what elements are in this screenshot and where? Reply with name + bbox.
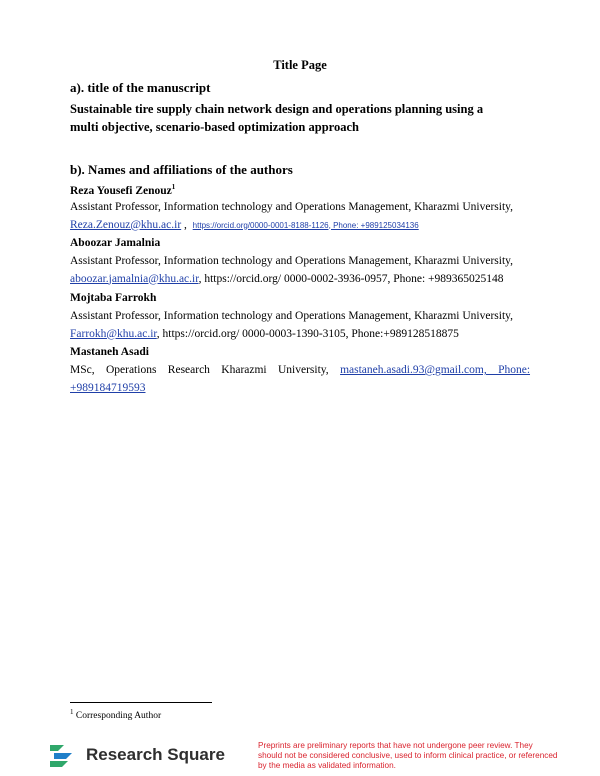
author-affiliation-1 xyxy=(70,199,530,234)
section-b-heading: b). Names and affiliations of the authors xyxy=(70,162,293,177)
author-name-3: Mojtaba Farrokh xyxy=(70,292,157,304)
author-name-2: Aboozar Jamalnia xyxy=(70,237,161,249)
author-affiliation-2 xyxy=(70,253,530,288)
preprint-disclaimer: Preprints are preliminary reports that have not undergone peer review. They should not be considered conclusive, used to inform clinical practice, or referenced by the media as validated information. xyxy=(258,741,558,770)
author-name-4: Mastaneh Asadi xyxy=(70,346,149,358)
author-name-1 xyxy=(70,183,175,197)
orcid-phone-text: , https://orcid.org/ 0000-0002-3936-0957, Phone: +989365025148 xyxy=(198,272,504,285)
author-affiliation-3 xyxy=(70,308,530,343)
footnote-mark: 1 xyxy=(70,708,74,716)
affiliation-text: MSc, Operations Research Kharazmi University, xyxy=(70,364,329,376)
footnote-marker: 1 xyxy=(171,183,176,191)
page-title: Title Page xyxy=(273,58,327,72)
footnote-divider xyxy=(70,702,212,703)
author-phone-line xyxy=(70,380,530,398)
manuscript-title-line-2: multi objective, scenario-based optimization approach xyxy=(70,120,359,134)
author-affiliation-4 xyxy=(70,362,530,397)
separator-text: , xyxy=(181,218,187,231)
research-square-brand[interactable]: Research Square xyxy=(86,745,225,764)
footnote xyxy=(70,708,161,721)
affiliation-text: Assistant Professor, Information technology and Operations Management, Kharazmi University, xyxy=(70,310,514,322)
author-email-phone-link[interactable]: mastaneh.asadi.93@gmail.com, Phone: xyxy=(340,364,531,376)
manuscript-title-line-1: Sustainable tire supply chain network design and operations planning using a xyxy=(70,102,484,116)
author-contact-line xyxy=(70,362,530,380)
affiliation-text: Assistant Professor, Information technology and Operations Management, Kharazmi University, xyxy=(70,255,514,267)
author-contact-line xyxy=(70,217,530,235)
author-email-link[interactable]: Farrokh@khu.ac.ir xyxy=(70,327,157,340)
affiliation-text: Assistant Professor, Information technology and Operations Management, Kharazmi University, xyxy=(70,201,514,213)
orcid-phone-link[interactable]: https://orcid.org/0000-0001-8188-1126, Phone: +989125034136 xyxy=(192,220,419,230)
author-email-link[interactable]: Reza.Zenouz@khu.ac.ir xyxy=(70,218,182,231)
manuscript-title xyxy=(70,100,530,136)
footnote-text: Corresponding Author xyxy=(73,711,162,722)
orcid-phone-text: , https://orcid.org/ 0000-0003-1390-3105, Phone:+989128518875 xyxy=(156,327,459,340)
author-contact-line xyxy=(70,326,530,344)
section-a-heading: a). title of the manuscript xyxy=(70,80,211,95)
author-name-text: Reza Yousefi Zenouz xyxy=(70,184,172,197)
author-email-link[interactable]: aboozar.jamalnia@khu.ac.ir xyxy=(70,272,199,285)
author-phone-link[interactable]: +989184719593 xyxy=(70,381,146,394)
author-contact-line xyxy=(70,271,530,289)
research-square-logo-icon xyxy=(48,741,78,767)
